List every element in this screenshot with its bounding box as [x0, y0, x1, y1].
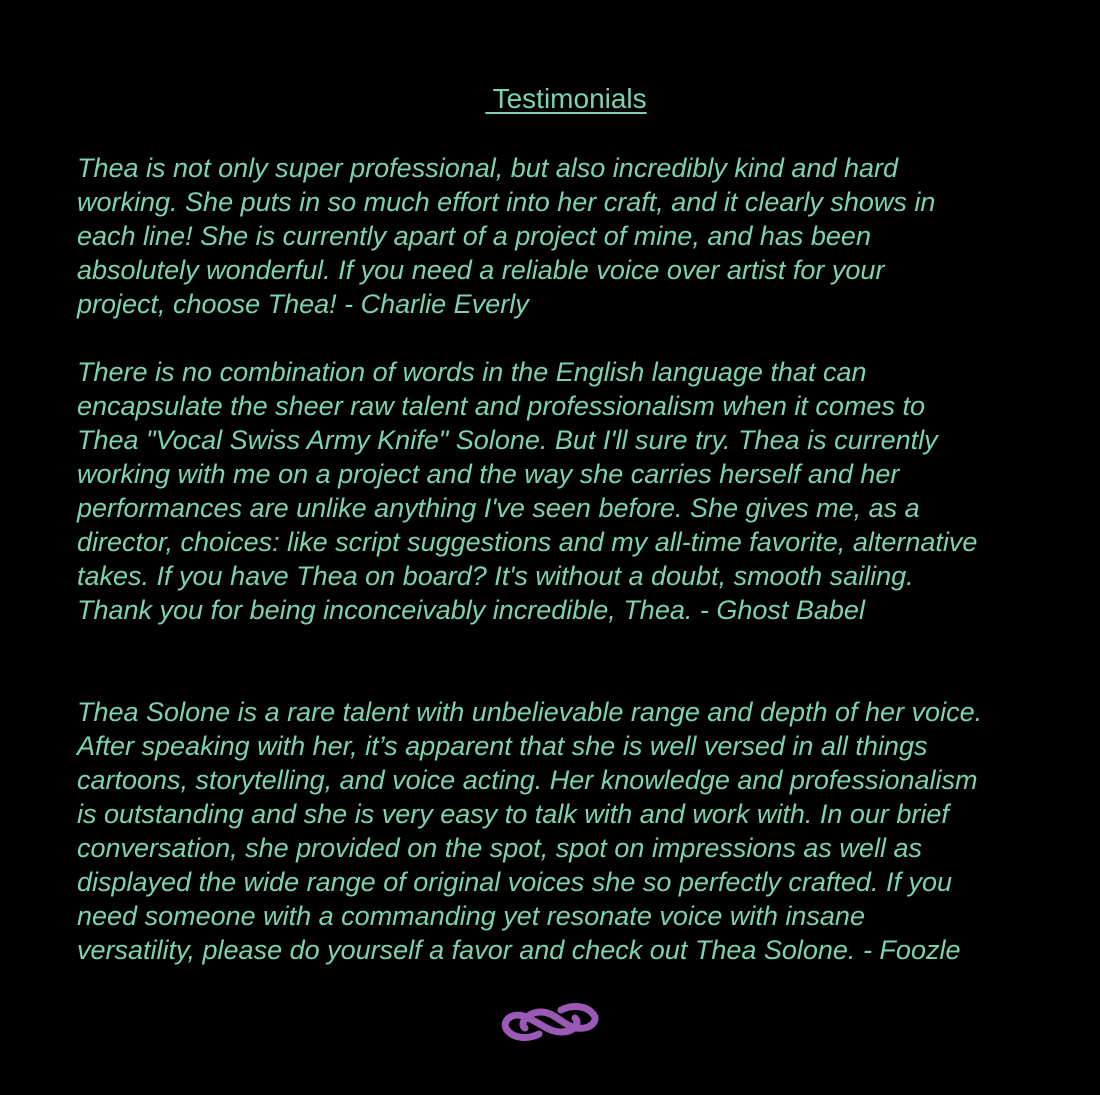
testimonial-line: each line! She is currently apart of a project of mine, and has been [77, 221, 871, 251]
testimonial-line: displayed the wide range of original voices she so perfectly crafted. If you [77, 867, 952, 897]
testimonial-line: is outstanding and she is very easy to talk with and work with. In our brief [77, 799, 949, 829]
testimonial-line: versatility, please do yourself a favor and check out Thea Solone. - Foozle [77, 935, 961, 965]
testimonial-line: Thank you for being inconceivably incredible, Thea. - Ghost Babel [77, 595, 865, 625]
testimonial-line: takes. If you have Thea on board? It's without a doubt, smooth sailing. [77, 561, 914, 591]
testimonial-line: Thea Solone is a rare talent with unbelievable range and depth of her voice. [77, 697, 983, 727]
testimonial-line: need someone with a commanding yet resonate voice with insane [77, 901, 865, 931]
testimonial-line: cartoons, storytelling, and voice acting. Her knowledge and professionalism [77, 765, 978, 795]
testimonial-line: conversation, she provided on the spot, spot on impressions as well as [77, 833, 922, 863]
testimonial-line: performances are unlike anything I've seen before. She gives me, as a [77, 493, 920, 523]
testimonial-line: Thea is not only super professional, but also incredibly kind and hard [77, 153, 898, 183]
testimonial-foozle [77, 695, 1077, 967]
testimonial-line: director, choices: like script suggestions and my all-time favorite, alternative [77, 527, 978, 557]
testimonial-line: After speaking with her, it’s apparent that she is well versed in all things [77, 731, 928, 761]
page-title: Testimonials [485, 83, 647, 114]
testimonial-charlie-everly [77, 151, 1077, 321]
infinity-loop-logo-icon [497, 998, 603, 1046]
testimonial-line: encapsulate the sheer raw talent and professionalism when it comes to [77, 391, 925, 421]
testimonial-line: working with me on a project and the way she carries herself and her [77, 459, 900, 489]
testimonial-line: absolutely wonderful. If you need a reliable voice over artist for your [77, 255, 885, 285]
testimonial-line: There is no combination of words in the English language that can [77, 357, 867, 387]
testimonial-line: working. She puts in so much effort into her craft, and it clearly shows in [77, 187, 936, 217]
testimonial-ghost-babel [77, 355, 1077, 627]
testimonial-line: Thea "Vocal Swiss Army Knife" Solone. But I'll sure try. Thea is currently [77, 425, 938, 455]
testimonial-line: project, choose Thea! - Charlie Everly [77, 289, 529, 319]
